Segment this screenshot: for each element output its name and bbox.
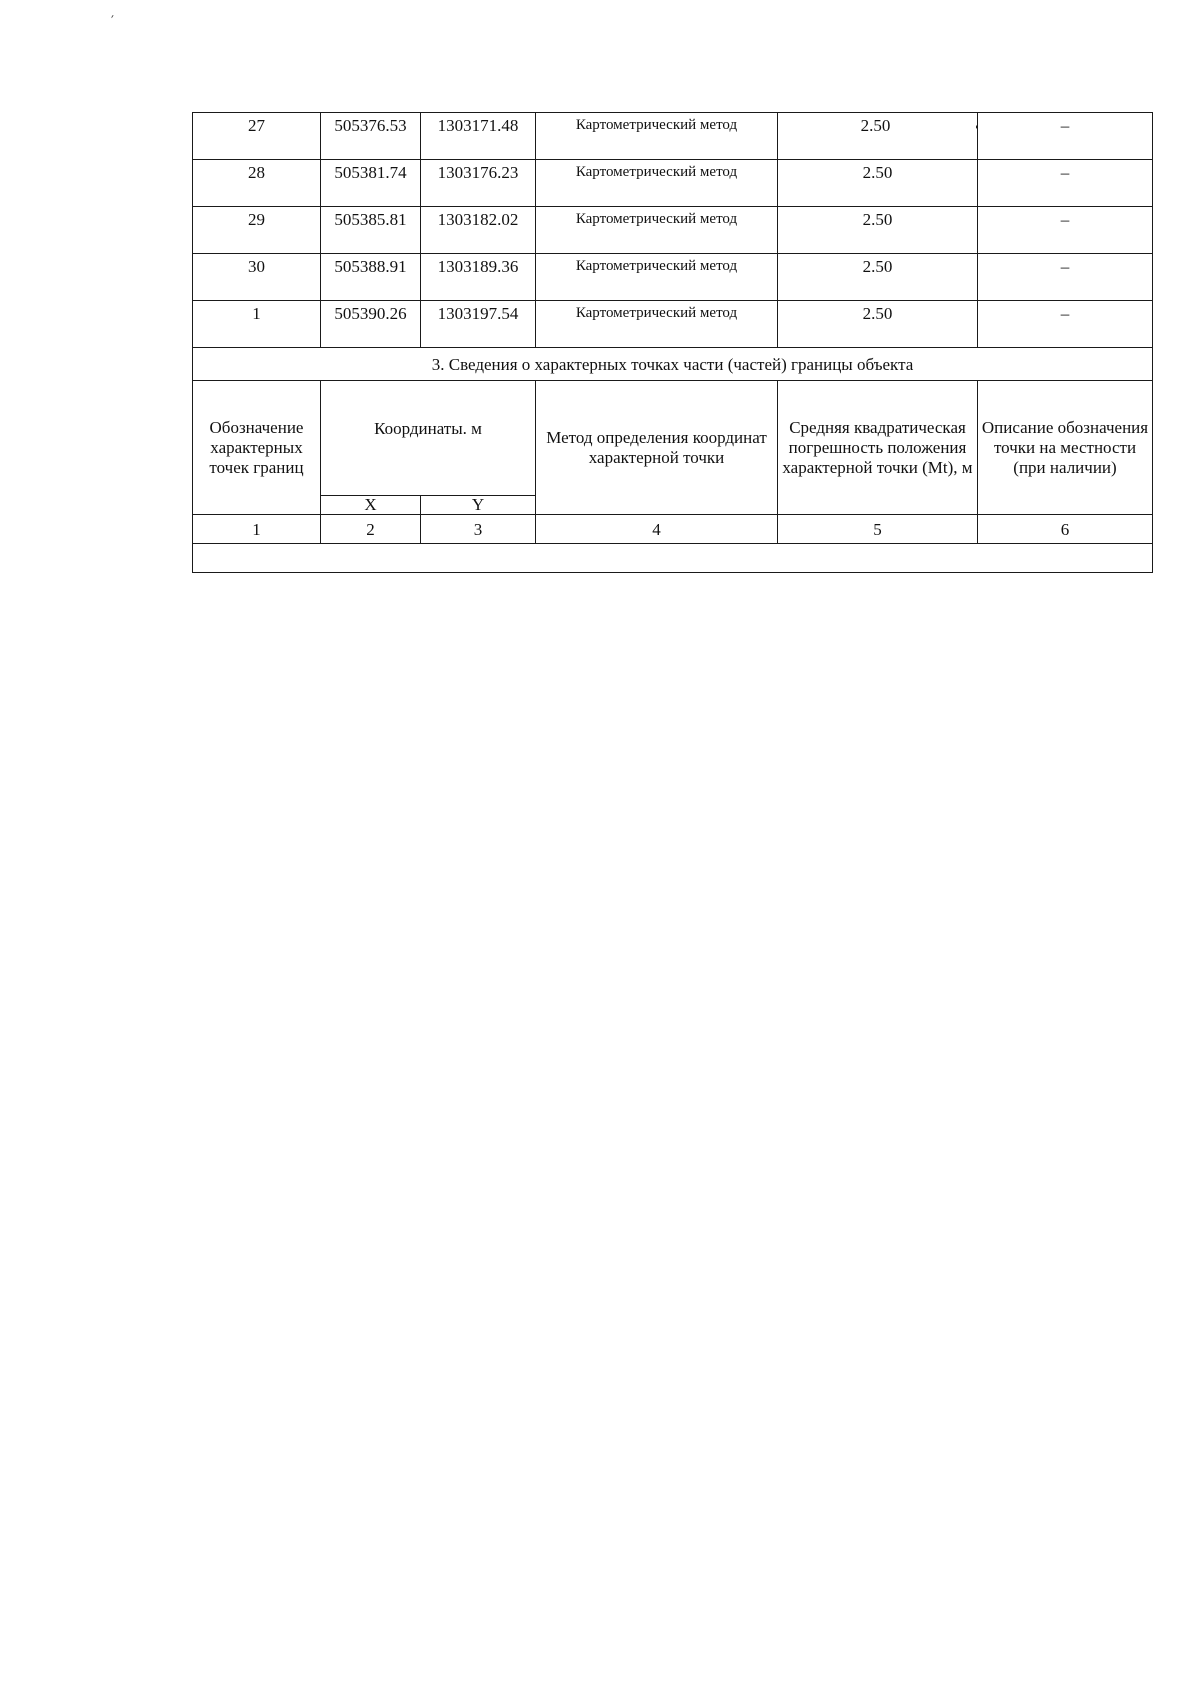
table-row: [193, 207, 1153, 254]
coord-x: 505388.91: [321, 254, 421, 301]
description: –: [978, 113, 1153, 160]
section-title-row: [193, 348, 1153, 381]
method: Картометрический метод: [536, 160, 778, 207]
empty-row: [193, 544, 1153, 573]
mt-value: 2.50: [778, 207, 978, 254]
description: –: [978, 207, 1153, 254]
coord-x: 505390.26: [321, 301, 421, 348]
table-row: [193, 113, 1153, 160]
point-number: 29: [193, 207, 321, 254]
method: Картометрический метод: [536, 113, 778, 160]
scan-mark: ´: [109, 13, 119, 30]
table-row: [193, 301, 1153, 348]
method: Картометрический метод: [536, 207, 778, 254]
header-method: Метод определения координат характерной точки: [536, 381, 778, 515]
coord-y: 1303197.54: [421, 301, 536, 348]
header-coordinates: Координаты. м: [321, 381, 536, 496]
coord-x: 505376.53: [321, 113, 421, 160]
point-number: 30: [193, 254, 321, 301]
mt-value: 2.50: [778, 254, 978, 301]
mt-value-text: 2.50: [860, 116, 891, 135]
description: –: [978, 160, 1153, 207]
header-y: Y: [421, 496, 536, 515]
coord-x: 505385.81: [321, 207, 421, 254]
column-number: 6: [978, 515, 1153, 544]
header-description: Описание обозначения точки на местности (при наличии): [978, 381, 1153, 515]
point-number: 1: [193, 301, 321, 348]
header-mt: Средняя квадратическая погрешность положения характерной точки (Mt), м: [778, 381, 978, 515]
coord-y: 1303171.48: [421, 113, 536, 160]
mt-value: 2.50: [778, 160, 978, 207]
table-row: [193, 160, 1153, 207]
column-number: 5: [778, 515, 978, 544]
boundary-points-table: [192, 112, 1153, 573]
method: Картометрический метод: [536, 301, 778, 348]
coord-x: 505381.74: [321, 160, 421, 207]
header-row: [193, 381, 1153, 496]
mt-value: 2.50: [778, 301, 978, 348]
point-number: 27: [193, 113, 321, 160]
mt-value: [778, 113, 978, 160]
column-number: 4: [536, 515, 778, 544]
description: –: [978, 254, 1153, 301]
column-number: 1: [193, 515, 321, 544]
empty-cell: [193, 544, 1153, 573]
coord-y: 1303182.02: [421, 207, 536, 254]
scan-dot: [976, 125, 977, 129]
coord-y: 1303176.23: [421, 160, 536, 207]
table-row: [193, 254, 1153, 301]
column-number: 2: [321, 515, 421, 544]
header-x: X: [321, 496, 421, 515]
column-number: 3: [421, 515, 536, 544]
point-number: 28: [193, 160, 321, 207]
coord-y: 1303189.36: [421, 254, 536, 301]
description: –: [978, 301, 1153, 348]
section-title: 3. Сведения о характерных точках части (частей) границы объекта: [193, 348, 1153, 381]
header-designation: Обозначение характерных точек границ: [193, 381, 321, 515]
column-numbers-row: [193, 515, 1153, 544]
method: Картометрический метод: [536, 254, 778, 301]
